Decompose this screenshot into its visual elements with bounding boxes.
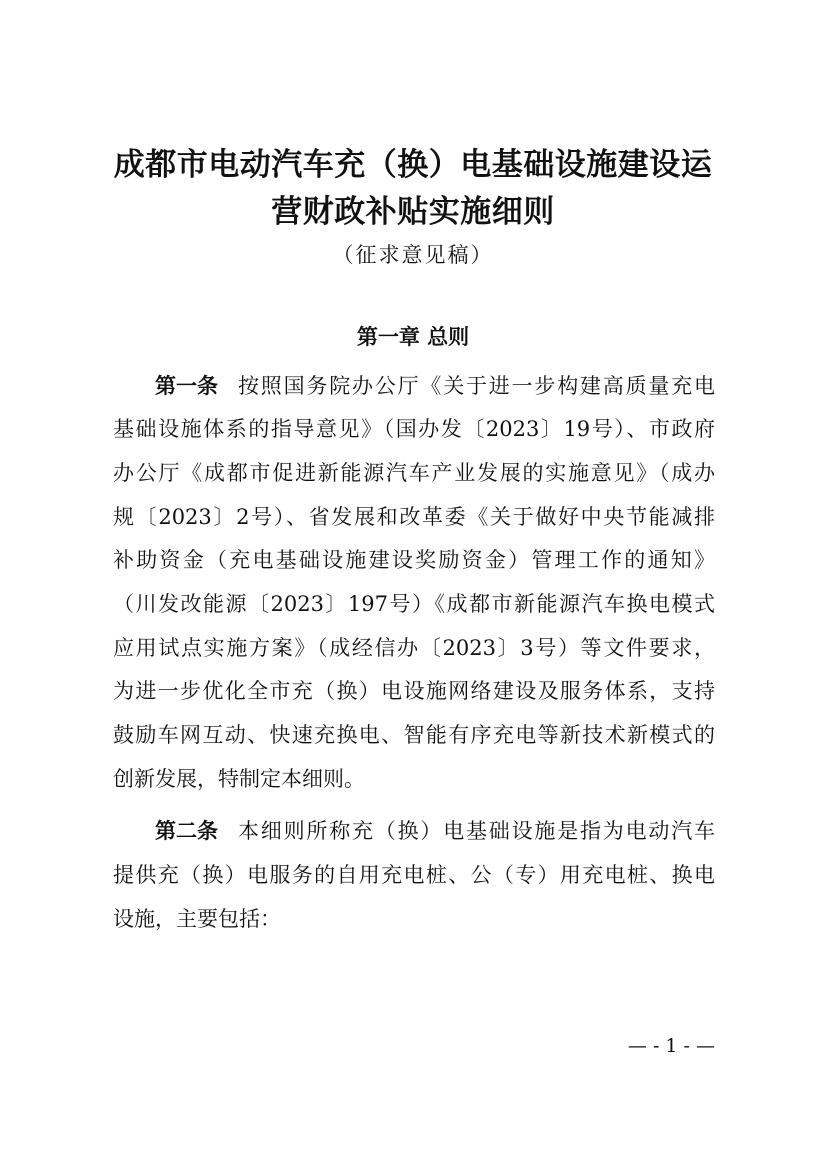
article-1-text: 为进一步优化全市充（换）电设施网络建设及服务体系，支持 <box>113 679 715 703</box>
article-2-line-2 <box>113 856 715 894</box>
article-1-line-9 <box>113 716 715 754</box>
article-2-text: 本细则所称充（换）电基础设施是指为电动汽车 <box>238 819 715 843</box>
document-title-continued <box>0 190 826 234</box>
article-2-text: 提供充（换）电服务的自用充电桩、公（专）用充电桩、换电 <box>113 863 715 887</box>
article-1-line-10 <box>113 760 715 798</box>
article-2-text: 设施，主要包括： <box>113 907 281 931</box>
document-subtitle: （征求意见稿） <box>332 243 494 267</box>
page-number: — - 1 - — <box>627 1035 715 1057</box>
article-1-line-1 <box>155 367 715 405</box>
article-1-line-6 <box>113 585 715 623</box>
article-2-line-3 <box>113 900 715 938</box>
article-1-text: 规〔2023〕2号）、省发展和改革委《关于做好中央节能减排 <box>113 505 715 529</box>
article-1-label: 第一条 <box>155 374 218 398</box>
article-2-line-1 <box>155 812 715 850</box>
title-line-2: 营财政补贴实施细则 <box>271 194 555 230</box>
article-1-line-7 <box>113 629 715 667</box>
article-1-line-8 <box>113 672 715 710</box>
article-1-text: 按照国务院办公厅《关于进一步构建高质量充电 <box>238 374 715 398</box>
document-title <box>0 143 826 187</box>
article-1-text: 办公厅《成都市促进新能源汽车产业发展的实施意见》（成办 <box>113 461 715 485</box>
article-2-label: 第二条 <box>155 819 218 843</box>
article-1-line-2 <box>113 410 715 448</box>
article-1-text: 基础设施体系的指导意见》（国办发〔2023〕19号）、市政府 <box>113 417 715 441</box>
title-line-1: 成都市电动汽车充（换）电基础设施建设运 <box>113 147 713 183</box>
article-1-line-4 <box>113 498 715 536</box>
article-1-text: 鼓励车网互动、快速充换电、智能有序充电等新技术新模式的 <box>113 723 715 747</box>
article-1-text: 补助资金（充电基础设施建设奖励资金）管理工作的通知》 <box>113 548 715 572</box>
chapter-heading: 第一章 总则 <box>356 325 470 349</box>
article-1-text: 创新发展，特制定本细则。 <box>113 767 365 791</box>
article-1-line-3 <box>113 454 715 492</box>
article-1-line-5 <box>113 541 715 579</box>
article-1-text: 应用试点实施方案》（成经信办〔2023〕3号）等文件要求， <box>113 636 715 660</box>
article-1-text: （川发改能源〔2023〕197号）《成都市新能源汽车换电模式 <box>113 592 715 616</box>
